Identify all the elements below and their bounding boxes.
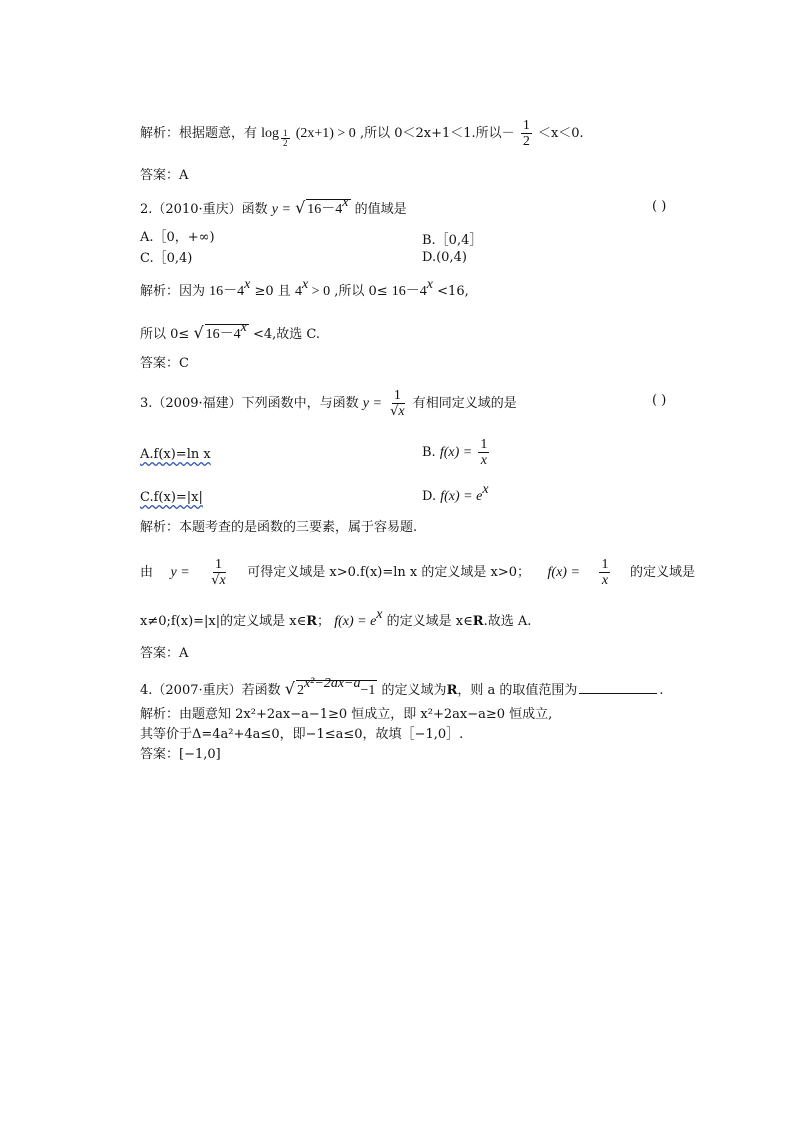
q3-option-c: C.f(x)=|x| [140,490,203,505]
q3-stem [140,388,517,419]
q1-text-after: ,所以 0＜2x+1＜1.所以－ [359,126,515,141]
q2-analysis-line-1 [140,277,469,301]
q3-stem-suffix: 有相同定义域的是 [412,396,517,411]
q1-answer: 答案：A [140,168,189,183]
q3-analysis-line-2: 由 y = $\frac{1}{√x}$ 可得定义域是 x>0.f(x)=ln x 的定义域是 x>0； f(x) = $\frac{1}{x}$ 的定义域是 [140,557,695,588]
q2-stem-suffix: 的值域是 [354,202,407,217]
q2-analysis-1d: <16, [437,284,469,299]
q2-option-c: C.［0,4) [140,251,193,266]
q1-analysis-line [140,118,584,149]
q2-stem-prefix: 2.（2010·重庆）函数 [140,202,268,217]
q4-analysis-line-1: 解析：由题意知 2x²+2ax−a−1≥0 恒成立，即 x²+2ax−a≥0 恒成立, [140,707,553,722]
q2-radicand: $16-4^x$ [307,195,349,217]
q2-analysis-label: 解析：因为 [140,284,206,299]
radical-icon: √ [284,679,295,698]
q2-expr3: $16-4^x$ [391,277,434,299]
q4-answer-blank [579,680,657,694]
q3-answer-paren: ( ) [652,393,667,408]
q1-log-arg: (2x+1) > 0 [295,126,356,141]
q2-analysis-2b: <4,故选 C. [253,327,321,342]
radical-icon: √ [193,323,204,342]
q2-analysis-2a: 所以 0≤ [140,327,190,342]
q3-func-lhs: y = [362,396,382,411]
q4-stem: 4.（2007·重庆）若函数 √ $2^{x^2-2ax-a}-1$ 的定义域为R，则 a 的取值范围为 . [140,676,664,698]
q3-fraction: $\frac{1}{√x}$ [390,388,405,419]
q1-analysis-label: 解析：根据题意，有 [140,126,258,141]
q3-answer: 答案：A [140,646,189,661]
radical-icon: √ [390,404,399,419]
q2-analysis-line-2 [140,320,321,344]
q2-option-d: D.(0,4) [422,250,467,265]
q2-option-a: A.［0，+∞) [140,230,215,245]
q1-log: log $_{\frac{1}{2}}$ [261,126,288,149]
q2-func-lhs: y = [271,202,291,217]
q2-stem [140,195,407,219]
q3-analysis-line-3: x≠0;f(x)=|x|的定义域是 x∈R； $f(x) = e^x$ 的定义域是 x∈R.故选 A. [140,607,532,629]
q2-sqrt2: $16-4^x$ [205,320,247,342]
q2-analysis-1c: ,所以 0≤ [334,284,388,299]
q3-option-d: D. $f(x) = e^x$ [422,482,489,504]
q4-analysis-line-2: 其等价于Δ=4a²+4a≤0，即−1≤a≤0，故填［−1,0］. [140,727,464,742]
q2-analysis-1b: ≥0 且 [254,284,291,299]
q3-stem-prefix: 3.（2009·福建）下列函数中，与函数 [140,396,359,411]
q2-option-b: B.［0,4］ [422,233,483,248]
radical-icon: √ [295,198,306,217]
q3-option-b: B. f(x) = $\frac{1}{x}$ [422,437,488,468]
q2-expr1: $16-4^x$ [209,277,251,299]
q2-answer-paren: ( ) [652,199,667,214]
q2-expr2: $4^x > 0$ [294,277,331,299]
q4-answer: 答案：[−1,0] [140,747,221,762]
q3-option-a: A.f(x)=ln x [140,447,211,462]
q1-fraction: $\frac{1}{2}$ [522,118,530,149]
q1-text-end: ＜x＜0. [537,126,584,141]
q2-answer: 答案：C [140,356,189,371]
q3-analysis: 解析：本题考查的是函数的三要素，属于容易题. [140,520,418,535]
